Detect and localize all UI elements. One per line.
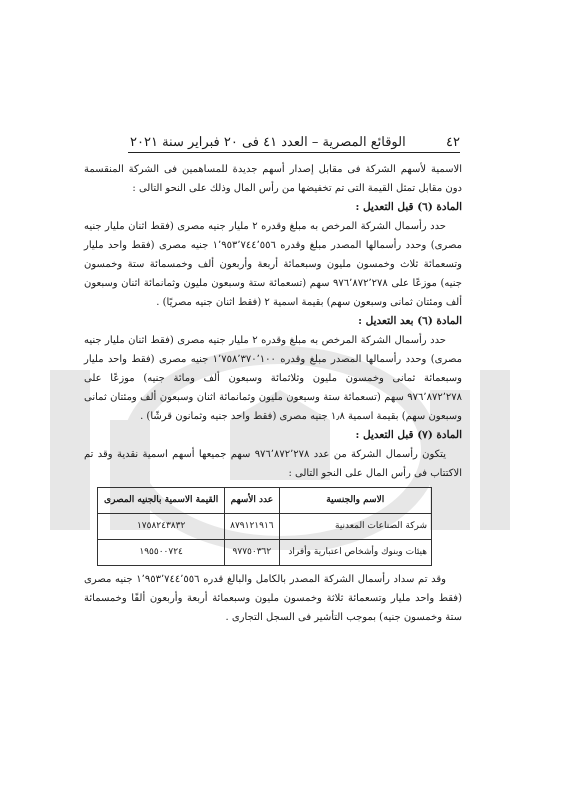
share-count: ٩٧٧٥٠٣٦٢ <box>225 540 279 566</box>
article-heading: المادة (٦) قبل التعديل : <box>355 201 462 213</box>
shareholder-name: شركة الصناعات المعدنية <box>279 514 432 540</box>
column-header-shares: عدد الأسهم <box>225 488 279 514</box>
column-header-nominal-value: القيمة الاسمية بالجنيه المصرى <box>98 488 225 514</box>
nominal-value: ١٩٥٥٠٠٧٢٤ <box>98 540 225 566</box>
document-body <box>84 160 462 627</box>
article-heading: المادة (٧) قبل التعديل : <box>355 429 462 441</box>
table-row <box>98 540 432 566</box>
article-heading: المادة (٦) بعد التعديل : <box>358 315 462 327</box>
paragraph: وقد تم سداد رأسمال الشركة المصدر بالكامل والبالغ قدره ١٬٩٥٣٬٧٤٤٬٥٥٦ جنيه مصرى (فقط واحد مليار وتسعمائة ثلاثة وخمسون مليون وسبعمائة أربعة وأربعون ألفًا وخمسمائة ستة وخمسون جنيه) بموجب التأشير فى السجل التجارى . <box>84 574 462 623</box>
shareholders-table <box>97 487 432 566</box>
paragraph: يتكون رأسمال الشركة من عدد ٩٧٦٬٨٧٢٬٢٧٨ سهم جميعها أسهم اسمية نقدية وقد تم الاكتتاب فى رأس المال على النحو التالى : <box>84 449 462 479</box>
nominal-value: ١٧٥٨٢٤٣٨٣٢ <box>98 514 225 540</box>
paragraph: حدد رأسمال الشركة المرخص به مبلغ وقدره ٢ مليار جنيه مصرى (فقط اثنان مليار جنيه مصرى) وحدد رأسمالها المصدر مبلغ وقدره ١٬٩٥٣٬٧٤٤٬٥٥٦ جنيه مصرى (فقط واحد مليار وتسعمائة ثلاث وخمسون مليون وسبعمائة أربعة وأربعون ألف وخمسمائة ستة وخمسون جنيه) موزعًا على ٩٧٦٬٨٧٢٬٢٧٨ سهم (تسعمائة ستة وسبعون مليون وثمانمائة اثنان وسبعون ألف ومئتان ثمانى وسبعون سهم) بقيمة اسمية ٢ (فقط اثنان جنيه مصريًا) . <box>84 221 462 308</box>
column-header-name: الاسم والجنسية <box>279 488 432 514</box>
page-header <box>130 128 460 150</box>
header-divider <box>128 152 460 153</box>
paragraph: الاسمية لأسهم الشركة فى مقابل إصدار أسهم جديدة للمساهمين فى الشركة المنقسمة دون مقابل تمثل القيمة التى تم تخفيضها من رأس المال وذلك على النحو التالى : <box>84 164 462 194</box>
page-number: ٤٢ <box>446 135 460 150</box>
table-header-row <box>98 488 432 514</box>
gazette-title: الوقائع المصرية – العدد ٤١ فى ٢٠ فبراير سنة ٢٠٢١ <box>130 135 406 150</box>
paragraph: حدد رأسمال الشركة المرخص به مبلغ وقدره ٢ مليار جنيه مصرى (فقط اثنان مليار جنيه مصرى) وحدد رأسمالها المصدر مبلغ وقدره ١٬٧٥٨٬٣٧٠٬١٠٠ جنيه مصرى (فقط واحد مليار وسبعمائة ثمانى وخمسون مليون وثلاثمائة وسبعون ألف ومائة جنيه) موزعًا على ٩٧٦٬٨٧٢٬٢٧٨ سهم (تسعمائة ستة وسبعون مليون وثمانمائة اثنان وسبعون ألف ومئتان ثمانى وسبعون سهم) بقيمة اسمية ١٫٨ جنيه مصرى (فقط واحد جنيه وثمانون قرشًا) . <box>84 335 462 422</box>
table-row <box>98 514 432 540</box>
shareholder-name: هيئات وبنوك وأشخاص اعتبارية وأفراد <box>279 540 432 566</box>
share-count: ٨٧٩١٢١٩١٦ <box>225 514 279 540</box>
